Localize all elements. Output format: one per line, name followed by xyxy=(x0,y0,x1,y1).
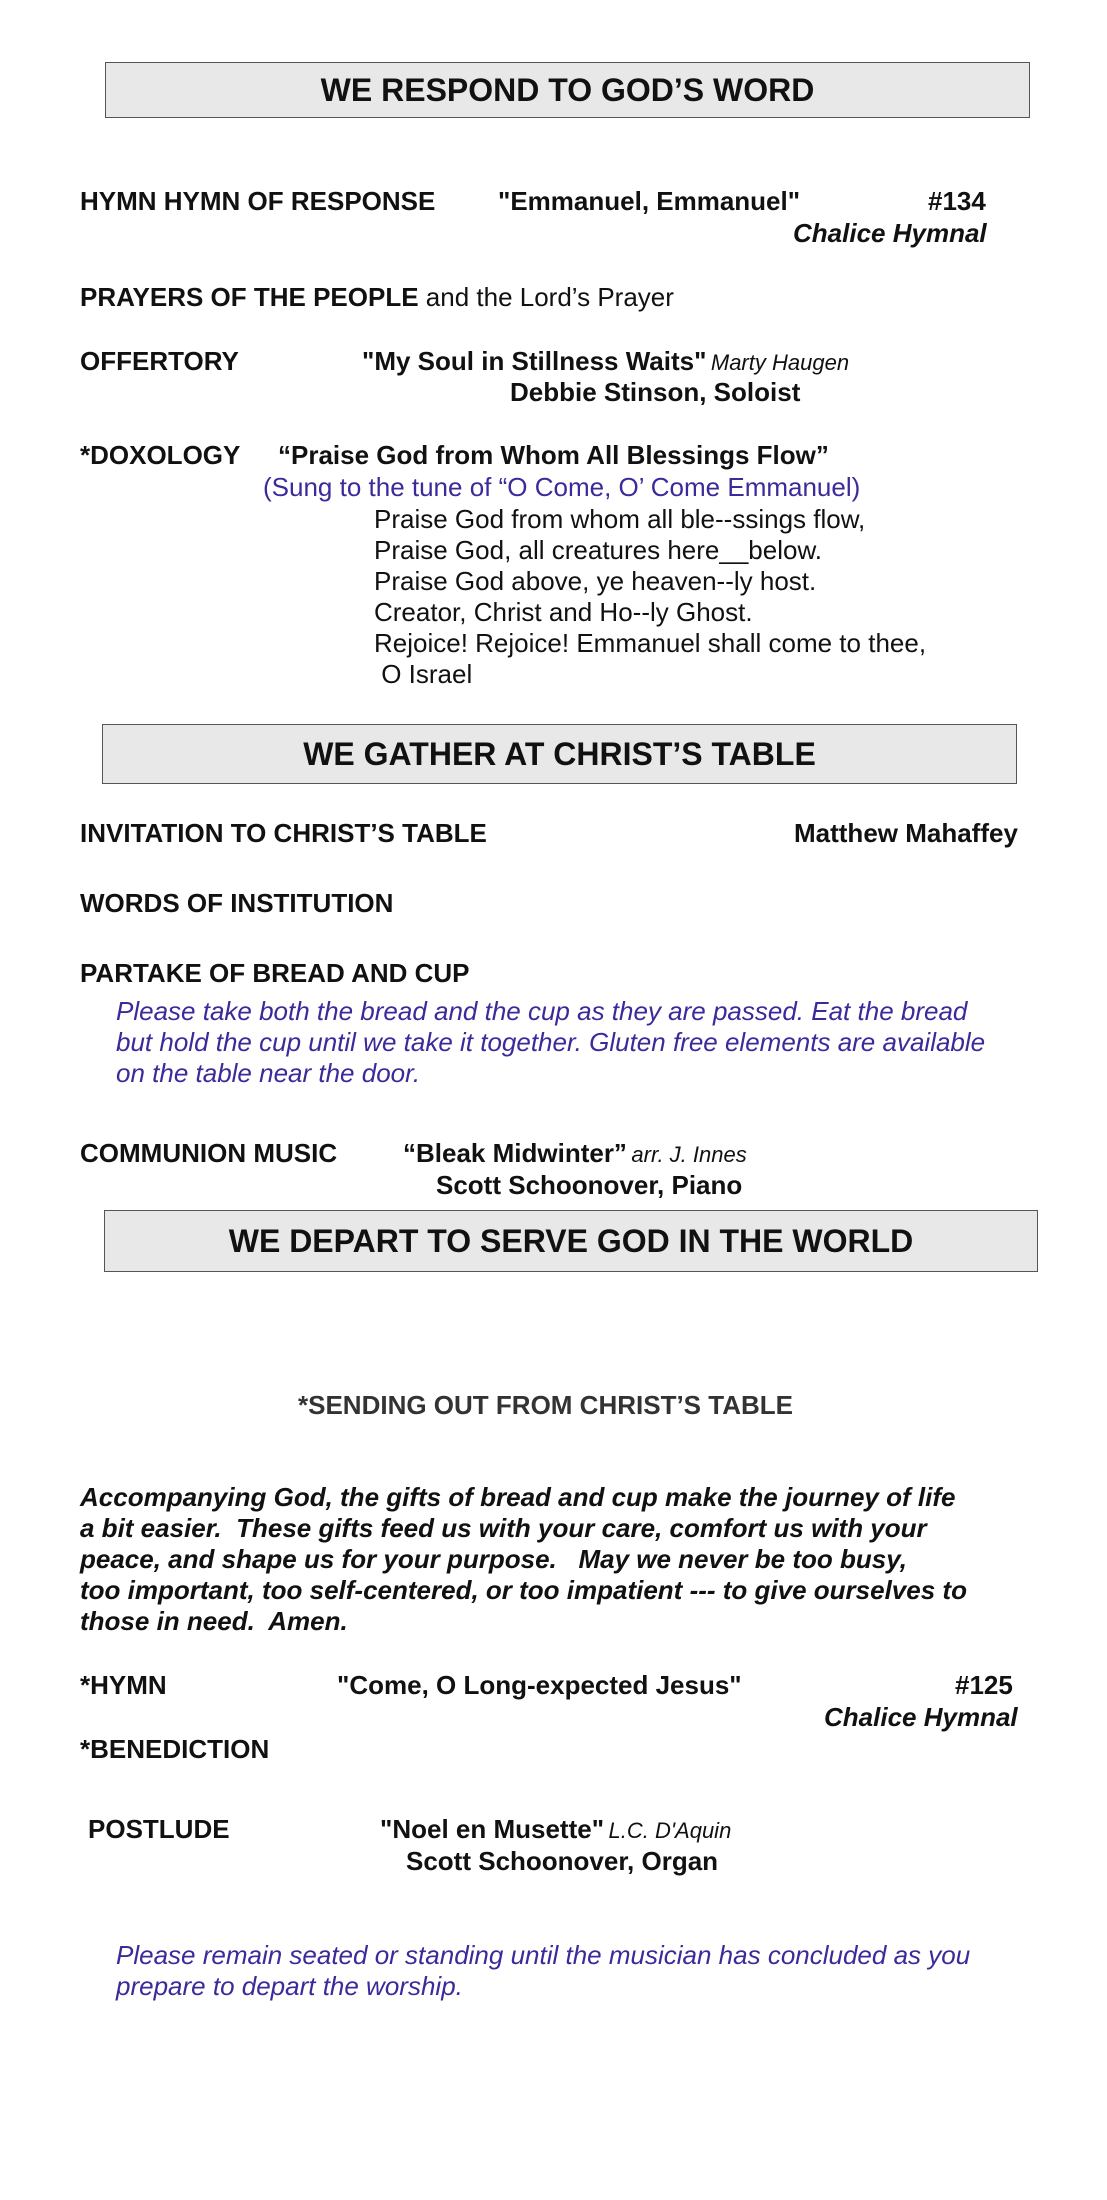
invitation-label: INVITATION TO CHRIST’S TABLE xyxy=(80,818,487,848)
hymn-response-book: Chalice Hymnal xyxy=(793,218,987,248)
instruction-line: but hold the cup until we take it together. Gluten free elements are available xyxy=(116,1027,986,1057)
benediction-label: *BENEDICTION xyxy=(80,1734,270,1764)
postlude-composer: L.C. D'Aquin xyxy=(608,1818,732,1843)
doxology-label: *DOXOLOGY xyxy=(80,440,241,470)
sending-label: *SENDING OUT FROM CHRIST’S TABLE xyxy=(298,1390,793,1420)
partake-label: PARTAKE OF BREAD AND CUP xyxy=(80,958,470,988)
instruction-line: Please take both the bread and the cup as they are passed. Eat the bread xyxy=(116,996,968,1026)
prayer-line: peace, and shape us for your purpose. May we never be too busy, xyxy=(80,1544,907,1574)
section-title: WE RESPOND TO GOD’S WORD xyxy=(320,71,815,108)
lyric-line: Rejoice! Rejoice! Emmanuel shall come to thee, xyxy=(374,628,927,658)
invitation-leader: Matthew Mahaffey xyxy=(794,818,1018,848)
communion-music-arranger: arr. J. Innes xyxy=(631,1142,747,1167)
note-line: prepare to depart the worship. xyxy=(116,1971,463,2001)
closing-hymn-book: Chalice Hymnal xyxy=(824,1702,1018,1732)
closing-hymn-label: *HYMN xyxy=(80,1670,167,1700)
postlude-piece xyxy=(380,1814,731,1845)
lyric-line: Praise God, all creatures here__below. xyxy=(374,535,823,565)
instruction-line: on the table near the door. xyxy=(116,1058,421,1088)
closing-hymn-title: "Come, O Long-expected Jesus" xyxy=(337,1670,742,1700)
partake-instructions xyxy=(116,996,985,1089)
prayers-suffix: and the Lord’s Prayer xyxy=(418,282,674,312)
doxology-title: “Praise God from Whom All Blessings Flow” xyxy=(278,440,829,470)
communion-music-title: “Bleak Midwinter” xyxy=(403,1138,627,1168)
communion-music-label: COMMUNION MUSIC xyxy=(80,1138,338,1168)
hymn-response-title: "Emmanuel, Emmanuel" xyxy=(498,186,801,216)
prayer-line: a bit easier. These gifts feed us with your care, comfort us with your xyxy=(80,1513,927,1543)
sending-prayer xyxy=(80,1482,967,1637)
section-header-respond xyxy=(105,62,1030,118)
prayer-line: Accompanying God, the gifts of bread and cup make the journey of life xyxy=(80,1482,956,1512)
postlude-performer: Scott Schoonover, Organ xyxy=(406,1846,719,1876)
doxology-lyrics xyxy=(374,504,926,690)
postlude-title: "Noel en Musette" xyxy=(380,1814,605,1844)
doxology-tune: (Sung to the tune of “O Come, O’ Come Emmanuel) xyxy=(263,472,861,502)
offertory-piece xyxy=(362,346,849,377)
lyric-line: O Israel xyxy=(374,659,473,689)
lyric-line: Praise God from whom all ble--ssings flow, xyxy=(374,504,866,534)
lyric-line: Creator, Christ and Ho--ly Ghost. xyxy=(374,597,753,627)
section-header-gather xyxy=(102,724,1017,784)
prayer-line: too important, too self-centered, or too impatient --- to give ourselves to xyxy=(80,1575,967,1605)
hymn-response-number: #134 xyxy=(928,186,986,216)
communion-music-piece xyxy=(403,1138,747,1169)
section-title: WE DEPART TO SERVE GOD IN THE WORLD xyxy=(228,1222,914,1259)
offertory-label: OFFERTORY xyxy=(80,346,239,376)
prayers-label: PRAYERS OF THE PEOPLE xyxy=(80,282,419,312)
offertory-title: "My Soul in Stillness Waits" xyxy=(362,346,707,376)
communion-music-performer: Scott Schoonover, Piano xyxy=(436,1170,743,1200)
closing-hymn-number: #125 xyxy=(955,1670,1013,1700)
postlude-label: POSTLUDE xyxy=(88,1814,230,1844)
lyric-line: Praise God above, ye heaven--ly host. xyxy=(374,566,817,596)
prayer-line: those in need. Amen. xyxy=(80,1606,348,1636)
closing-note xyxy=(116,1940,970,2002)
section-title: WE GATHER AT CHRIST’S TABLE xyxy=(303,735,816,772)
note-line: Please remain seated or standing until the musician has concluded as you xyxy=(116,1940,971,1970)
section-header-depart xyxy=(104,1210,1038,1272)
hymn-response-label: HYMN HYMN OF RESPONSE xyxy=(80,186,436,216)
prayers-line xyxy=(80,282,674,313)
offertory-composer: Marty Haugen xyxy=(710,350,850,375)
offertory-performer: Debbie Stinson, Soloist xyxy=(510,377,801,407)
institution-label: WORDS OF INSTITUTION xyxy=(80,888,394,918)
